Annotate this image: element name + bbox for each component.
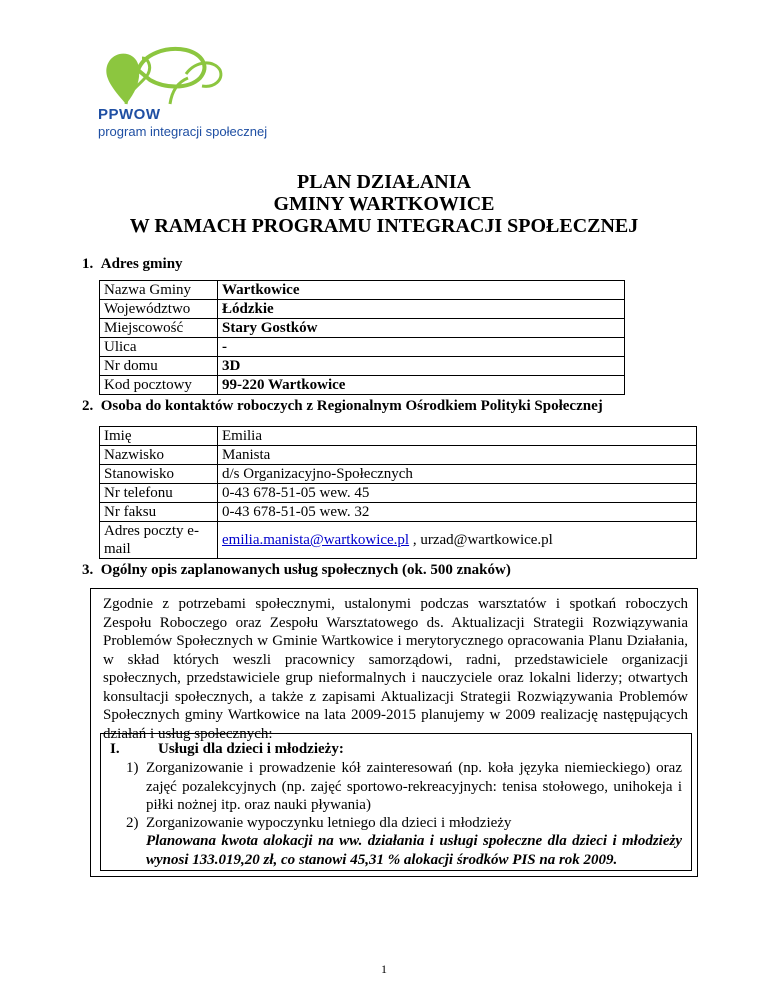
contact-label-fax: Nr faksu: [100, 503, 218, 522]
table-row: [100, 465, 697, 484]
document-title-line3: W RAMACH PROGRAMU INTEGRACJI SPOŁECZNEJ: [129, 215, 639, 237]
table-row: [100, 338, 625, 357]
address-value-street: -: [218, 338, 625, 357]
contact-value-fax: 0-43 678-51-05 wew. 32: [218, 503, 697, 522]
logo-tree-icon: [92, 44, 302, 108]
list-item: Zorganizowanie wypoczynku letniego dla dzieci i młodzieży: [146, 815, 512, 831]
contact-value-position: d/s Organizacyjno-Społecznych: [218, 465, 697, 484]
table-row: [100, 522, 697, 559]
table-row: [100, 281, 625, 300]
contact-label-last-name: Nazwisko: [100, 446, 218, 465]
section1-heading: 1. Adres gminy: [82, 256, 183, 272]
email-secondary: , urzad@wartkowice.pl: [409, 532, 553, 548]
list-item-number: 1): [126, 760, 139, 776]
logo-tagline: program integracji społecznej: [98, 124, 268, 139]
document-title-line1: PLAN DZIAŁANIA: [297, 171, 471, 193]
contact-value-last-name: Manista: [218, 446, 697, 465]
contact-value-email: [218, 522, 697, 559]
address-label-municipality: Nazwa Gminy: [100, 281, 218, 300]
address-value-postal-code: 99-220 Wartkowice: [218, 376, 625, 395]
table-row: [100, 319, 625, 338]
services-intro-text: Zgodnie z potrzebami społecznymi, ustalonymi podczas warsztatów i spotkań roboczych Zespołu Roboczego oraz Zespołu Warsztatowego ds. Aktualizacji Strategii Rozwiązywania Problemów Społecznych w Gminie Wartkowice i merytorycznego opracowania Planu Działania, w skład których weszli pracownicy samorządowi, radni, przedstawiciele organizacji społecznych, przedstawiciele grup nieformalnych i nauczyciele oraz lokalni liderzy; otwartych konsultacji społecznych, a także z zapisami Aktualizacji Strategii Rozwiązywania Problemów Społecznych gminy Wartkowice na lata 2009-2015 planujemy w 2009 realizację następujących działań i usług społecznych:: [103, 596, 688, 742]
address-value-voivodeship: Łódzkie: [218, 300, 625, 319]
logo-brand: PPWOW: [98, 106, 161, 123]
page-number: 1: [381, 962, 387, 976]
address-value-house-number: 3D: [218, 357, 625, 376]
table-row: [100, 357, 625, 376]
section2-heading: 2. Osoba do kontaktów roboczych z Regionalnym Ośrodkiem Polityki Społecznej: [82, 398, 603, 414]
contact-label-email-line2: mail: [104, 541, 131, 557]
ppwow-logo: [92, 44, 302, 150]
address-label-postal-code: Kod pocztowy: [100, 376, 218, 395]
contact-value-phone: 0-43 678-51-05 wew. 45: [218, 484, 697, 503]
table-row: [100, 503, 697, 522]
address-label-house-number: Nr domu: [100, 357, 218, 376]
table-row: [100, 376, 625, 395]
address-label-voivodeship: Województwo: [100, 300, 218, 319]
contact-label-first-name: Imię: [100, 427, 218, 446]
address-label-locality: Miejscowość: [100, 319, 218, 338]
address-value-locality: Stary Gostków: [218, 319, 625, 338]
contact-value-first-name: Emilia: [218, 427, 697, 446]
list-item-number: 2): [126, 815, 139, 831]
table-row: [100, 484, 697, 503]
email-link[interactable]: emilia.manista@wartkowice.pl: [222, 532, 410, 548]
contact-label-phone: Nr telefonu: [100, 484, 218, 503]
address-table: [99, 280, 625, 395]
group-number: I.: [110, 741, 120, 757]
table-row: [100, 427, 697, 446]
contact-label-email: [100, 522, 218, 559]
contact-table: [99, 426, 697, 559]
contact-label-email-line1: Adres poczty e-: [104, 523, 199, 539]
address-label-street: Ulica: [100, 338, 218, 357]
table-row: [100, 446, 697, 465]
allocation-note: Planowana kwota alokacji na ww. działania i usługi społeczne dla dzieci i młodzieży wynosi 133.019,20 zł, co stanowi 45,31 % alokacji środków PIS na rok 2009.: [146, 833, 682, 868]
group-title: Usługi dla dzieci i młodzieży:: [158, 741, 344, 757]
section3-heading: 3. Ogólny opis zaplanowanych usług społecznych (ok. 500 znaków): [82, 562, 511, 578]
document-title-line2: GMINY WARTKOWICE: [273, 193, 495, 215]
table-row: [100, 300, 625, 319]
list-item: Zorganizowanie i prowadzenie kół zainteresowań (np. koła języka niemieckiego) oraz zajęć pozalekcyjnych (np. zajęć sportowo-rekreacyjnych: tenisa stołowego, unihokeja i piłki nożnej itp. oraz nauki pływania): [146, 760, 682, 813]
address-value-municipality: Wartkowice: [218, 281, 625, 300]
contact-label-position: Stanowisko: [100, 465, 218, 484]
